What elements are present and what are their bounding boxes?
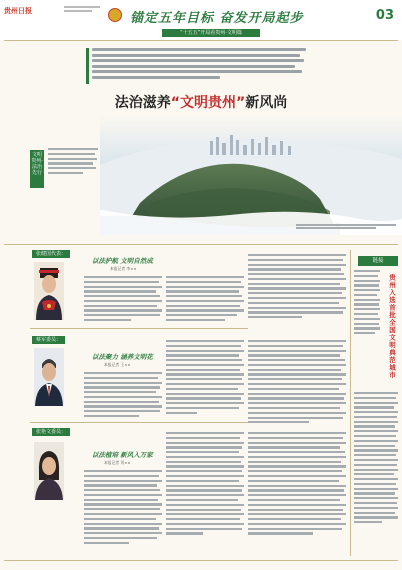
photo-side-text bbox=[48, 148, 98, 198]
page-number: 03 bbox=[375, 8, 394, 23]
article-column-1b bbox=[166, 276, 244, 324]
page-footer-rule bbox=[4, 560, 398, 561]
photo-side-tag: 文明贵州·法治先行 bbox=[30, 150, 44, 188]
sidebar-vertical-title: 贵州入选首批全国文明典范城市 bbox=[388, 274, 396, 379]
article-column-2a bbox=[84, 372, 162, 420]
article-column-1a bbox=[84, 276, 162, 324]
sidebar-column-a bbox=[354, 270, 380, 337]
column-divider bbox=[350, 250, 351, 556]
title-highlight: “文明贵州” bbox=[170, 95, 246, 111]
paper-name: 贵州日报 bbox=[4, 6, 32, 15]
title-prefix: 法治滋养 bbox=[114, 95, 171, 111]
sidebar-head: 链接 bbox=[358, 256, 398, 266]
page-headline: 锚定五年目标 奋发开局起步 bbox=[130, 11, 304, 26]
intro-paragraph bbox=[92, 48, 306, 85]
article-byline-3: 本报记者 刘×× bbox=[104, 460, 131, 465]
article-title-2: 以法聚力 涵养文明花 bbox=[92, 353, 153, 361]
profile-label-2: 蔡军委员： bbox=[32, 336, 65, 344]
article-column-3b bbox=[166, 432, 244, 537]
portrait-photo-1 bbox=[34, 262, 64, 320]
article-column-3a bbox=[84, 470, 162, 547]
headline-strip: “十五五”开局看贵州·文明篇 bbox=[162, 29, 260, 37]
article-column-2c bbox=[248, 340, 346, 426]
portrait-photo-3 bbox=[34, 442, 64, 500]
section-divider bbox=[4, 244, 398, 245]
article-title-1: 以法护航 文明自然成 bbox=[92, 257, 153, 265]
title-suffix: 新风尚 bbox=[245, 95, 288, 111]
profile-label-1: 张健国代表： bbox=[32, 250, 70, 258]
paper-info bbox=[64, 6, 104, 12]
main-title bbox=[90, 92, 312, 114]
sidebar-column-b bbox=[354, 392, 398, 526]
article-byline-1: 本报记者 李×× bbox=[110, 266, 137, 271]
profile-label-3: 张艳文委员： bbox=[32, 428, 70, 436]
article-column-3c bbox=[248, 432, 346, 537]
article-column-2b bbox=[166, 340, 244, 417]
portrait-photo-2 bbox=[34, 348, 64, 406]
article-byline-2: 本报记者 王×× bbox=[104, 362, 131, 367]
photo-caption bbox=[296, 224, 396, 234]
intro-accent-bar bbox=[86, 48, 89, 84]
party-emblem-icon bbox=[108, 8, 122, 22]
section-divider bbox=[30, 328, 248, 329]
article-title-3: 以法植培 新风入万家 bbox=[92, 451, 153, 459]
masthead-divider bbox=[4, 40, 398, 41]
article-column-1c bbox=[248, 254, 346, 321]
section-divider bbox=[30, 422, 248, 423]
